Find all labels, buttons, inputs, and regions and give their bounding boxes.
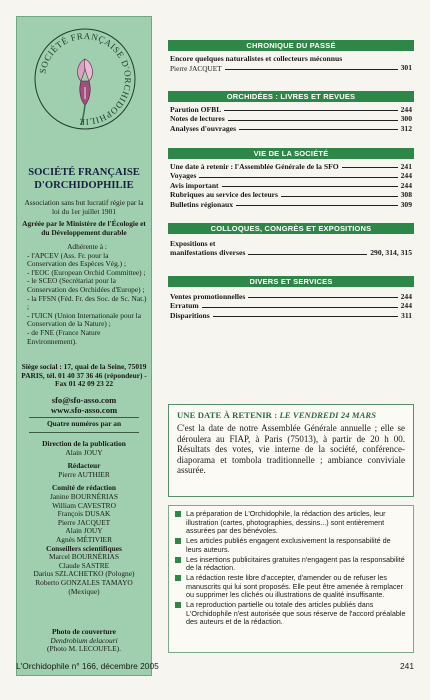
divider xyxy=(29,417,139,418)
square-bullet-icon xyxy=(175,575,181,581)
note-item: Les insertions publicitaires gratuites n'engagent pas la responsabilité de la rédaction. xyxy=(175,556,407,573)
note-item: La préparation de L'Orchidophile, la rédaction des articles, leur illustration (cartes, photographies, dessins...) sont entièrement assurées par des bénévoles. xyxy=(175,510,407,536)
credit-role: Comité de rédaction xyxy=(51,483,117,493)
toc-entry-title[interactable]: Encore quelques naturalistes et collecteurs méconnus xyxy=(170,54,343,63)
website-address: www.sfo-asso.com xyxy=(50,405,118,415)
toc-entry[interactable]: Voyages 244 xyxy=(170,171,412,181)
section-header: CHRONIQUE DU PASSÉ xyxy=(168,40,414,51)
credit-name: Janine BOURNÉRIAS xyxy=(50,491,118,501)
ministry-agreement: Agréée par le Ministère de l'Écologie et du Développement durable xyxy=(22,219,146,237)
member-of-list xyxy=(27,243,147,346)
credit-role: Rédacteur xyxy=(67,461,101,471)
toc-section-vie xyxy=(168,148,414,217)
email-address: sfo@sfo-asso.com xyxy=(51,395,117,405)
member-item: - le SCEO (Secrétariat pour la Conservation des Orchidées d'Europe) ; xyxy=(27,276,145,294)
section-header: DIVERS ET SERVICES xyxy=(168,276,414,287)
square-bullet-icon xyxy=(175,511,181,517)
credit-name: Pierre AUTHIER xyxy=(58,469,110,479)
photo-species: Dendrobium delacouri xyxy=(50,635,118,645)
square-bullet-icon xyxy=(175,538,181,544)
contact-block xyxy=(21,395,147,415)
member-item: - l'EOC (European Orchid Committee) ; xyxy=(27,267,146,277)
note-item: Les articles publiés engagent exclusivement la responsabilité de leurs auteurs. xyxy=(175,537,407,554)
credit-name: Marcel BOURNÉRIAS xyxy=(49,552,119,562)
head-office-address: Siège social : 17, quai de la Seine, 75019 PARIS, tél. 01 40 37 36 46 (répondeur) - Fax 01 42 09 23 22 xyxy=(21,362,147,389)
page-footer xyxy=(16,661,414,673)
credit-name: Roberto GONZALES TAMAYO (Mexique) xyxy=(35,577,133,596)
toc-section-chronique xyxy=(168,40,414,85)
toc-entry[interactable]: Ventes promotionnelles 244 xyxy=(170,292,412,301)
toc-entry[interactable]: Rubriques au service des lecteurs 308 xyxy=(170,190,412,200)
organization-name: SOCIÉTÉ FRANÇAISE D'ORCHIDOPHILIE xyxy=(28,167,140,191)
credit-name: Alain JOUY xyxy=(65,447,103,457)
square-bullet-icon xyxy=(175,602,181,608)
toc-entry-page: 301 xyxy=(400,63,412,73)
svg-text:SOCIÉTÉ FRANÇAISE D'ORCHIDOPHI xyxy=(37,31,133,127)
credit-name: Claude SASTRE xyxy=(58,560,110,570)
toc-section-livres xyxy=(168,91,414,142)
announcement-date: LE VENDREDI 24 MARS xyxy=(279,410,377,420)
divider xyxy=(29,432,139,433)
toc-section-colloques xyxy=(168,223,414,270)
toc-entry[interactable]: Avis important 244 xyxy=(170,180,412,190)
toc-entry-author: Pierre JACQUET xyxy=(170,63,222,73)
toc-entry[interactable] xyxy=(170,63,412,72)
toc-entry[interactable]: Parution OFBL 244 xyxy=(170,105,412,114)
square-bullet-icon xyxy=(175,557,181,563)
section-header: COLLOQUES, CONGRÈS ET EXPOSITIONS xyxy=(168,223,414,234)
toc-entry[interactable]: Bulletins régionaux 309 xyxy=(170,199,412,209)
credit-name: William CAVESTRO xyxy=(52,500,116,510)
member-item: - la FFSN (Féd. Fr. des Soc. de Sc. Nat.) ; xyxy=(27,293,147,312)
credit-name: Darius SZLACHETKO (Pologne) xyxy=(33,569,135,579)
toc-entry[interactable]: manifestations diverses 290, 314, 315 xyxy=(170,248,412,258)
announcement-box xyxy=(168,404,414,497)
note-item: La rédaction reste libre d'accepter, d'amender ou de refuser les manuscrits qui lui sont proposés. Elle peut être amenée à remplacer ou supprimer les clichés ou illustrations de qualité insuffisante. xyxy=(175,574,407,600)
toc-entry-title-line[interactable]: Expositions et xyxy=(170,239,216,248)
announcement-text: C'est la date de notre Assemblée Générale annuelle ; elle se déroulera au FIAP, à Paris (75013), à partir de 20 h 00. Résultats des votes, vie interne de la société, conférence-diaporama et tombola traditionnelle ; ambiance conviviale assurée. xyxy=(177,423,405,476)
editorial-credits xyxy=(21,440,147,596)
toc-entry[interactable]: Erratum 244 xyxy=(170,301,412,311)
cover-photo-credit xyxy=(21,628,147,654)
society-logo xyxy=(31,25,139,133)
toc-entry[interactable]: Notes de lectures 300 xyxy=(170,114,412,124)
toc-entry[interactable]: Une date à retenir : l'Assemblée Générale de la SFO 241 xyxy=(170,162,412,171)
page-number: 241 xyxy=(400,661,414,671)
member-item: - l'APCEV (Ass. Fr. pour la Conservation des Espèces Vég.) ; xyxy=(27,250,126,269)
issues-per-year: Quatre numéros par an xyxy=(46,419,122,428)
issue-label: L'Orchidophile n° 166, décembre 2005 xyxy=(16,661,159,671)
photo-heading: Photo de couverture xyxy=(52,627,116,636)
note-item: La reproduction partielle ou totale des articles publiés dans L'Orchidophile n'est autorisée que sous réserve de l'accord préalable des auteurs et de la rédaction. xyxy=(175,601,407,627)
credit-name: Pierre JACQUET xyxy=(57,517,111,527)
credit-name: François DUSAK xyxy=(57,509,111,519)
toc-section-divers xyxy=(168,276,414,327)
credit-role: Direction de la publication xyxy=(42,439,126,448)
credit-role: Conseillers scientifiques xyxy=(46,543,122,553)
member-item: - l'UICN (Union Internationale pour la Conservation de la Nature) ; xyxy=(27,310,142,329)
editorial-notes xyxy=(168,505,414,653)
toc-entry[interactable]: Disparitions 311 xyxy=(170,310,412,320)
section-header: ORCHIDÉES : LIVRES ET REVUES xyxy=(168,91,414,102)
photo-credit: (Photo M. LECOUFLE). xyxy=(47,644,121,654)
member-item: - de FNE (France Nature Environnement). xyxy=(27,327,101,346)
table-of-contents xyxy=(168,40,414,327)
toc-entry[interactable]: Analyses d'ouvrages 312 xyxy=(170,123,412,133)
credit-name: Agnès MÉTIVIER xyxy=(55,534,113,544)
credit-name: Alain JOUY xyxy=(65,526,103,536)
logo-ring-text: SOCIÉTÉ FRANÇAISE D'ORCHIDOPHILIE xyxy=(37,30,134,128)
announcement-heading: UNE DATE À RETENIR : LE VENDREDI 24 MARS xyxy=(177,410,377,420)
masthead-sidebar xyxy=(16,16,152,676)
members-heading: Adhérente à : xyxy=(67,242,107,251)
association-status: Association sans but lucratif régie par la loi du 1er juillet 1901 xyxy=(24,198,144,216)
section-header: VIE DE LA SOCIÉTÉ xyxy=(168,148,414,159)
